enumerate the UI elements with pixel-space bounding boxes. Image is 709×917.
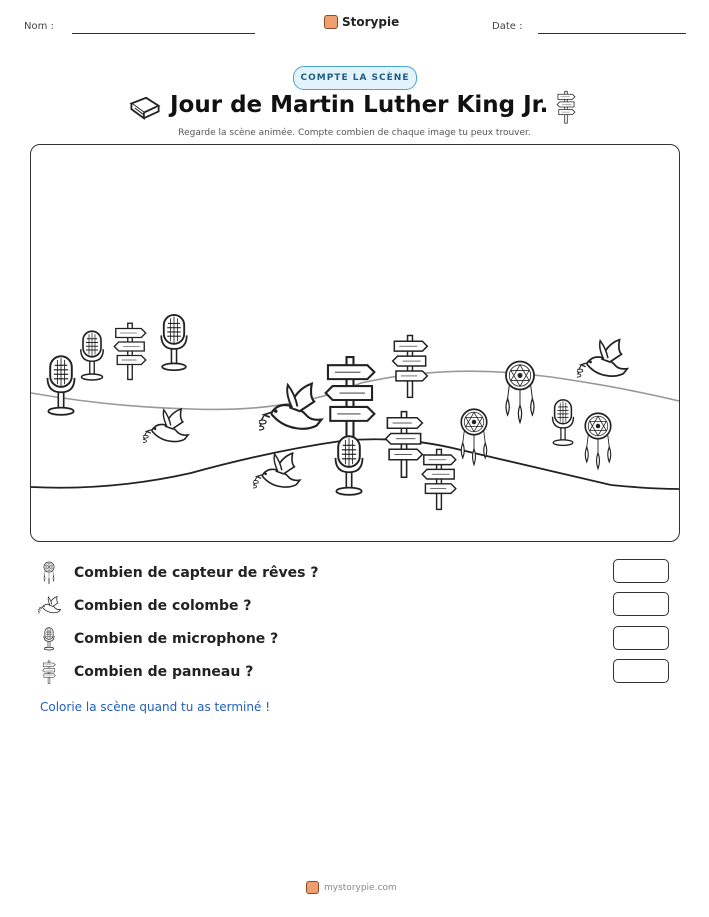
dove-icon [251, 453, 300, 488]
question-row [38, 561, 318, 585]
finish-note: Colorie la scène quand tu as terminé ! [40, 700, 271, 714]
microphone-icon [553, 400, 574, 446]
name-label: Nom : [24, 21, 54, 32]
footer [306, 881, 397, 894]
answer-box[interactable] [613, 559, 669, 583]
answer-box[interactable] [613, 659, 669, 683]
instructions: Regarde la scène animée. Compte combien de chaque image tu peux trouver. [178, 128, 531, 138]
storypie-logo-icon [324, 15, 338, 29]
dreamcatcher-icon [585, 413, 611, 469]
brand-name: Storypie [342, 15, 400, 29]
dove-icon [38, 594, 64, 618]
microphone-icon [81, 331, 104, 380]
question-row [38, 594, 251, 618]
microphone-icon [161, 315, 187, 370]
question-row [38, 660, 253, 684]
date-label: Date : [492, 21, 523, 32]
dreamcatcher-icon [38, 561, 60, 585]
signpost-icon [326, 357, 375, 444]
signpost-icon [386, 412, 423, 478]
signpost-icon [393, 335, 428, 397]
signpost-icon [552, 90, 580, 124]
dove-icon [575, 340, 627, 377]
signpost-icon [38, 660, 60, 684]
name-line[interactable] [72, 33, 255, 34]
dove-icon [141, 409, 188, 442]
microphone-icon [38, 627, 60, 651]
question-text: Combien de colombe ? [74, 598, 252, 614]
answer-box[interactable] [613, 626, 669, 650]
storypie-logo-icon [306, 881, 319, 894]
answer-box[interactable] [613, 592, 669, 616]
microphone-icon [48, 356, 75, 415]
question-text: Combien de microphone ? [74, 631, 279, 647]
dreamcatcher-icon [506, 361, 534, 422]
page-title: Jour de Martin Luther King Jr. [170, 92, 549, 118]
brand-logo [324, 15, 399, 29]
signpost-icon [422, 449, 456, 509]
dreamcatcher-icon [461, 409, 487, 465]
question-row [38, 627, 278, 651]
question-text: Combien de capteur de rêves ? [74, 565, 319, 581]
question-text: Combien de panneau ? [74, 664, 254, 680]
activity-type-badge: COMPTE LA SCÈNE [293, 66, 417, 90]
footer-url[interactable]: mystorypie.com [324, 882, 397, 893]
date-line[interactable] [538, 33, 686, 34]
scene-illustration [31, 145, 679, 541]
signpost-icon [114, 323, 146, 379]
microphone-icon [336, 436, 363, 495]
scene-frame [30, 144, 680, 542]
book-icon [128, 94, 162, 122]
